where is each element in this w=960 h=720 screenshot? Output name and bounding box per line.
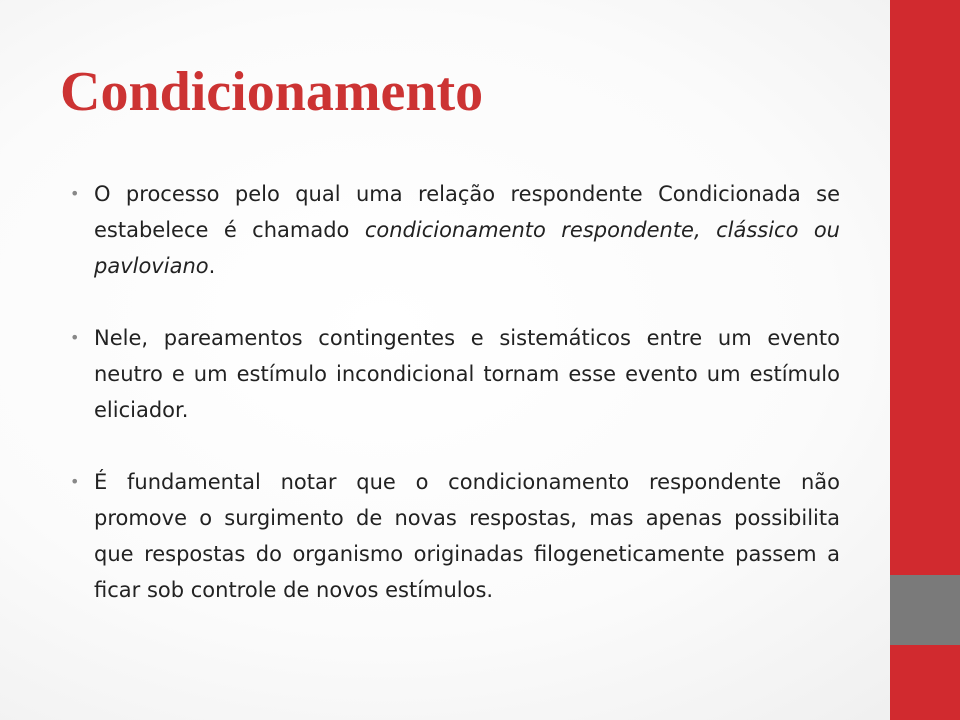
bullet-icon: •: [70, 184, 80, 203]
bullet-text-part: .: [208, 254, 216, 278]
bullet-item-3: [70, 464, 840, 608]
bullet-item-1: [70, 176, 840, 284]
bullet-text-part: O processo pelo qual uma relação respondente Condicionada se estabelece é chamado: [94, 182, 840, 242]
slide-title: Condicionamento: [60, 61, 484, 123]
bullet-list: [70, 176, 840, 644]
bullet-text: [94, 182, 840, 278]
sidebar-gray-block: [890, 575, 960, 645]
bullet-text-emphasis: condicionamento respondente, clássico ou pavloviano: [94, 218, 840, 278]
bullet-icon: •: [70, 328, 80, 347]
bullet-text: Nele, pareamentos contingentes e sistemáticos entre um evento neutro e um estímulo incondicional tornam esse evento um estímulo eliciador.: [94, 326, 840, 422]
bullet-text: É fundamental notar que o condicionamento respondente não promove o surgimento de novas respostas, mas apenas possibilita que respostas do organismo originadas filogeneticamente passem a ficar sob controle de novos estímulos.: [94, 470, 840, 602]
bullet-icon: •: [70, 472, 80, 491]
bullet-item-2: [70, 320, 840, 428]
